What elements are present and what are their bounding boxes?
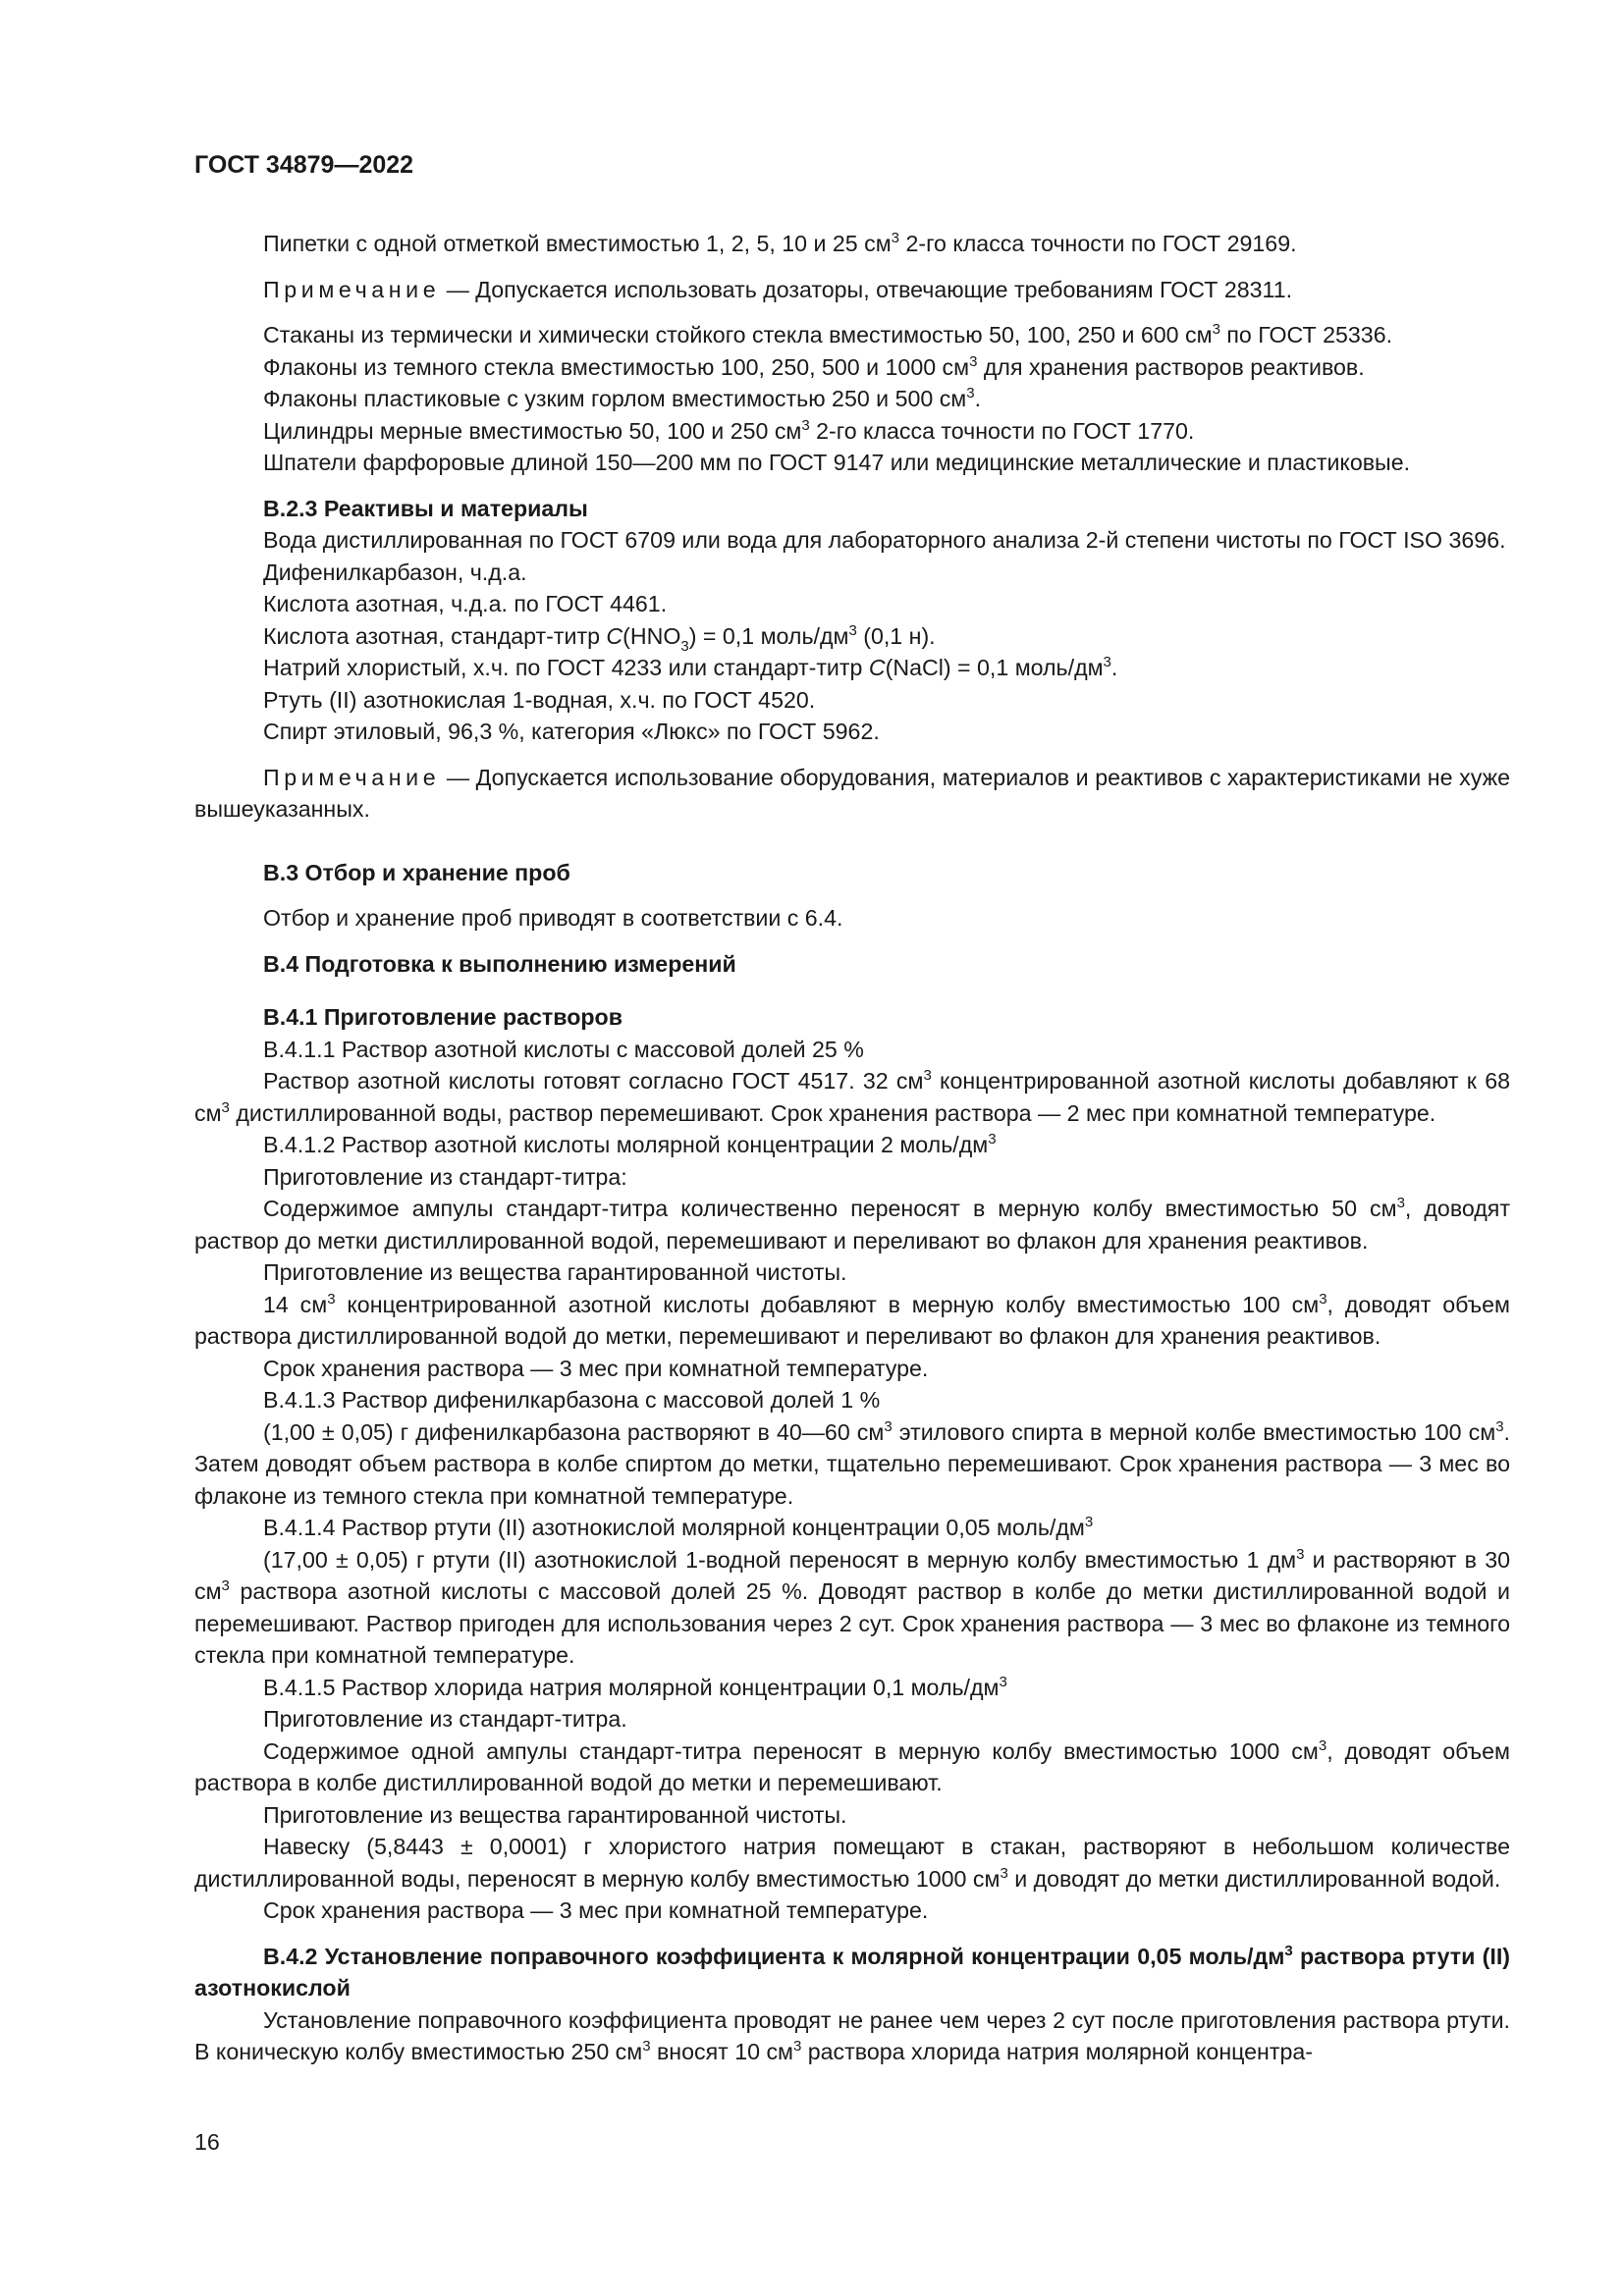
s412-pure: Приготовление из вещества гарантированной чистоты. [263, 1259, 847, 1285]
document-header: ГОСТ 34879—2022 [194, 151, 414, 179]
s412-storage: Срок хранения раствора — 3 мес при комнатной температуре. [263, 1355, 929, 1381]
s415-storage: Срок хранения раствора — 3 мес при комнатной температуре. [263, 1897, 929, 1923]
s415-std-text: Содержимое одной ампулы стандарт-титра переносят в мерную колбу вместимостью 1000 $см^3$, доводят объем раствора в колбе дистиллированной водой до метки и перемешивают. [194, 1736, 1510, 1795]
note-2: Примечание — Допускается использование оборудования, материалов и реактивов с характеристиками не хуже вышеуказанных. [194, 764, 1510, 822]
plastic-flasks-line: Флаконы пластиковые с узким горлом вместимостью 250 и 500 $см^3$. [263, 385, 982, 411]
beakers-line: Стаканы из термически и химически стойкого стекла вместимостью 50, 100, 250 и 600 $см^3$ по ГОСТ 25336. [263, 321, 1393, 347]
note-1: Примечание — Допускается использовать дозаторы, отвечающие требованиям ГОСТ 28311. [263, 276, 1293, 302]
s412-title: В.4.1.2 Раствор азотной кислоты молярной концентрации 2 моль/$дм^3$ [263, 1131, 997, 1157]
prep-heading: В.4 Подготовка к выполнению измерений [263, 950, 736, 977]
diphenyl-line: Дифенилкарбазон, ч.д.а. [263, 559, 527, 585]
dark-flasks-line: Флаконы из темного стекла вместимостью 100, 250, 500 и 1000 $см^3$ для хранения растворов реактивов. [263, 352, 1365, 380]
s412-std-text: Содержимое ампулы стандарт-титра количественно переносят в мерную колбу вместимостью 50 $см^3$, доводят раствор до метки дистиллированной водой, перемешивают и переливают во флакон для хранения реактивов. [194, 1195, 1510, 1254]
pipettes-line: Пипетки с одной отметкой вместимостью 1, 2, 5, 10 и 25 $см^3$ 2-го класса точности по ГОСТ 29169. [263, 230, 1297, 256]
correction-heading: В.4.2 Установление поправочного коэффициента к молярной концентрации 0,05 моль/$дм^3$ раствора ртути (II) азотнокислой [194, 1942, 1510, 2001]
document-body [194, 228, 1510, 2068]
ethanol-line: Спирт этиловый, 96,3 %, категория «Люкс» по ГОСТ 5962. [263, 719, 880, 744]
reagents-heading: В.2.3 Реактивы и материалы [263, 495, 588, 521]
note-label: Примечание [263, 276, 441, 302]
spatulas-line: Шпатели фарфоровые длиной 150—200 мм по ГОСТ 9147 или медицинские металлические и пластиковые. [263, 450, 1411, 475]
page-number: 16 [194, 2129, 220, 2155]
sampling-heading: В.3 Отбор и хранение проб [263, 859, 570, 885]
s413-text: (1,00 ± 0,05) г дифенилкарбазона растворяют в 40—60 $см^3$ этилового спирта в мерной колбе вместимостью 100 $см^3$. Затем доводят объем раствора в колбе спиртом до метки, тщательно перемешивают. Срок хранения раствора — 3 мес во флаконе из темного стекла при комнатной температуре. [194, 1417, 1510, 1509]
s414-text: (17,00 ± 0,05) г ртути (II) азотнокислой 1-водной переносят в мерную колбу вместимостью 1 $дм^3$ и растворяют в 30 $см^3$ раствора азотной кислоты с массовой долей 25 %. Доводят раствор в колбе до метки дистиллированной водой и перемешивают. Раствор пригоден для использования через 2 сут. Срок хранения раствора — 3 мес во флаконе из темного стекла при комнатной температуре. [194, 1545, 1511, 1668]
s413-title: В.4.1.3 Раствор дифенилкарбазона с массовой долей 1 % [263, 1387, 881, 1413]
s415-pure-text: Навеску (5,8443 ± 0,0001) г хлористого натрия помещают в стакан, растворяют в небольшом количестве дистиллированной воды, переносят в мерную колбу вместимостью 1000 $см^3$ и доводят до метки дистиллированной водой. [194, 1834, 1510, 1892]
s411-title: В.4.1.1 Раствор азотной кислоты с массовой долей 25 % [263, 1036, 864, 1062]
s414-title: В.4.1.4 Раствор ртути (II) азотнокислой молярной концентрации 0,05 моль/$дм^3$ [263, 1514, 1094, 1540]
nacl-line: Натрий хлористый, х.ч. по ГОСТ 4233 или стандарт-титр C(NaCl) = 0,1 моль/$дм^3$. [263, 654, 1118, 680]
cylinders-line: Цилиндры мерные вместимостью 50, 100 и 250 $см^3$ 2-го класса точности по ГОСТ 1770. [263, 416, 1195, 444]
sampling-text: Отбор и хранение проб приводят в соответствии с 6.4. [263, 905, 843, 931]
nitric-std-line: Кислота азотная, стандарт-титр $C(HNO_3) = 0,1$ моль/$дм^3$ (0,1 н). [263, 621, 936, 655]
mercury-line: Ртуть (II) азотнокислая 1-водная, х.ч. по ГОСТ 4520. [263, 686, 816, 713]
s412-std: Приготовление из стандарт-титра: [263, 1163, 627, 1190]
s411-text: Раствор азотной кислоты готовят согласно ГОСТ 4517. 32 $см^3$ концентрированной азотной кислоты добавляют к 68 $см^3$ дистиллированной воды, раствор перемешивают. Срок хранения раствора — 2 мес при комнатной температуре. [194, 1067, 1510, 1126]
water-line: Вода дистиллированная по ГОСТ 6709 или вода для лабораторного анализа 2-й степени чистоты по ГОСТ ISO 3696. [263, 527, 1506, 553]
s415-pure: Приготовление из вещества гарантированной чистоты. [263, 1801, 847, 1828]
correction-text: Установление поправочного коэффициента проводят не ранее чем через 2 сут после приготовления раствора ртути. В коническую колбу вместимостью 250 $см^3$ вносят 10 $см^3$ раствора хлорида натрия молярной концентра- [194, 2006, 1510, 2064]
nitric-line: Кислота азотная, ч.д.а. по ГОСТ 4461. [263, 591, 668, 616]
s412-pure-text: 14 $см^3$ концентрированной азотной кислоты добавляют в мерную колбу вместимостью 100 $см^3$, доводят объем раствора дистиллированной водой до метки, перемешивают и переливают во флакон для хранения реактивов. [194, 1290, 1510, 1349]
s415-std: Приготовление из стандарт-титра. [263, 1706, 627, 1732]
note-label: Примечание [263, 764, 441, 790]
s415-title: В.4.1.5 Раствор хлорида натрия молярной концентрации 0,1 моль/$дм^3$ [263, 1673, 1007, 1700]
solutions-heading: В.4.1 Приготовление растворов [263, 1004, 623, 1030]
